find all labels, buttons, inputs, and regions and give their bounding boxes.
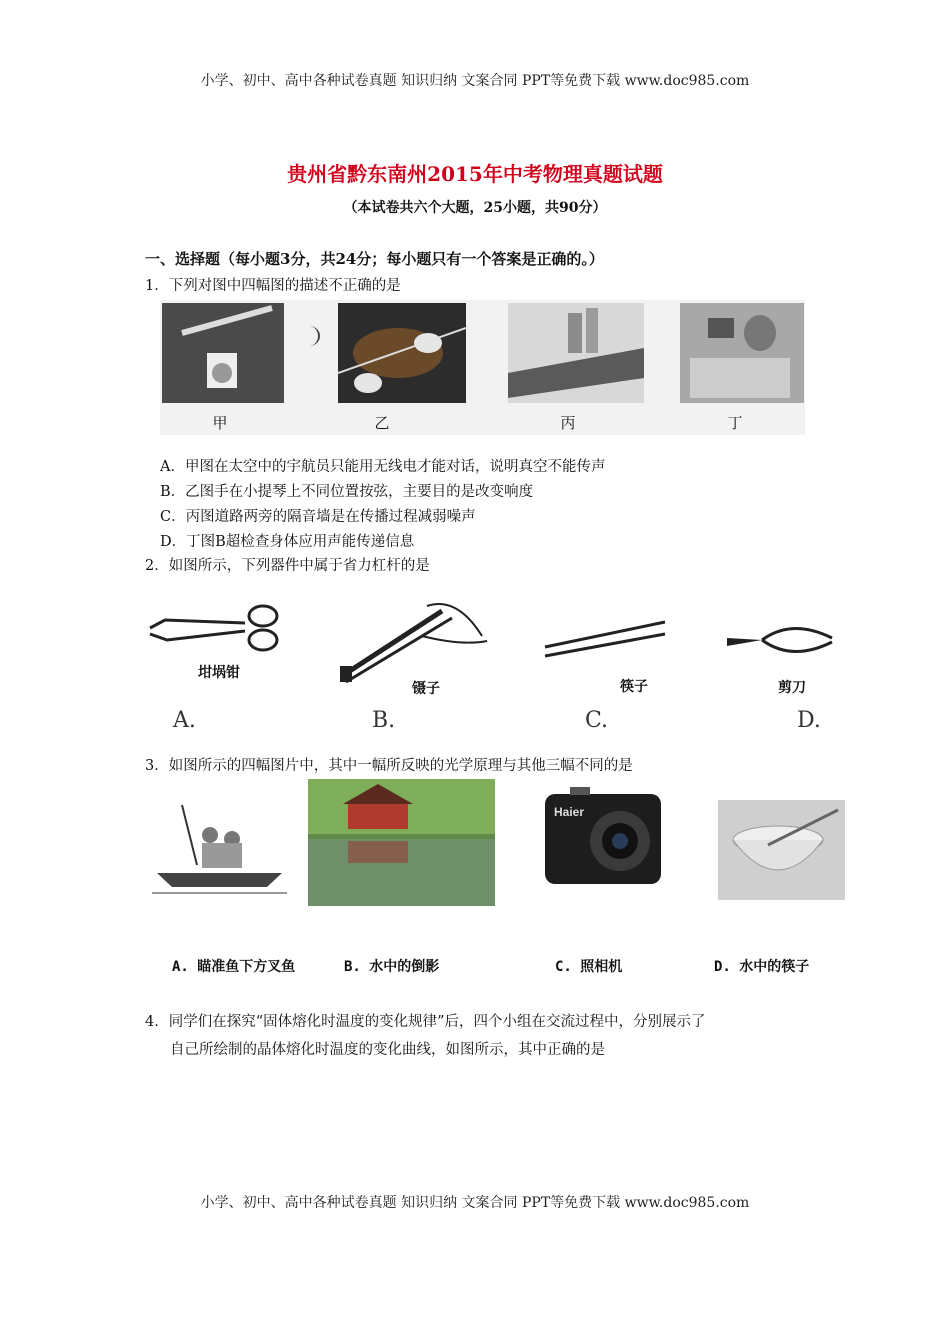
question-1-stem: 1．下列对图中四幅图的描述不正确的是 (145, 278, 401, 294)
caption-yi: 乙 (374, 414, 390, 432)
camera-brand: Haier (554, 805, 585, 819)
label-scissors: 剪刀 (778, 680, 806, 696)
question-2-stem: 2．如图所示，下列器件中属于省力杠杆的是 (145, 558, 430, 574)
q1-option-b: B．乙图手在小提琴上不同位置按弦，主要目的是改变响度 (160, 484, 534, 500)
q2-option-c: C. (585, 708, 609, 733)
caption-bing: 丙 (560, 414, 576, 432)
q2-option-d: D. (797, 708, 821, 733)
page-header: 小学、初中、高中各种试卷真题 知识归纳 文案合同 PPT等免费下载 www.doc985.com (200, 73, 750, 89)
q3-option-a: A. 瞄准鱼下方叉鱼 (172, 959, 296, 975)
sound-barrier-photo (508, 303, 644, 403)
chopsticks-drawing (540, 612, 670, 662)
camera-photo (540, 779, 666, 897)
q1-option-c: C．丙图道路两旁的隔音墙是在传播过程减弱噪声 (160, 509, 476, 525)
question-4-line-2: 自己所绘制的晶体熔化时温度的变化曲线，如图所示，其中正确的是 (170, 1042, 605, 1058)
question-4-line-1: 4．同学们在探究“固体熔化时温度的变化规律”后，四个小组在交流过程中，分别展示了 (145, 1014, 706, 1030)
scissors-drawing (722, 618, 842, 668)
question-1-figure (160, 300, 805, 435)
astronaut-photo (162, 303, 284, 403)
violin-photo (338, 303, 466, 403)
question-3-stem: 3．如图所示的四幅图片中，其中一幅所反映的光学原理与其他三幅不同的是 (145, 758, 633, 774)
label-chopsticks: 筷子 (620, 679, 648, 695)
exam-title: 贵州省黔东南州2015年中考物理真题试题 (287, 162, 663, 186)
q1-option-a: A．甲图在太空中的宇航员只能用无线电才能对话，说明真空不能传声 (160, 459, 606, 475)
page-footer: 小学、初中、高中各种试卷真题 知识归纳 文案合同 PPT等免费下载 www.doc985.com (200, 1195, 750, 1211)
pavilion-reflection-photo (308, 779, 495, 906)
q3-option-b: B. 水中的倒影 (344, 959, 440, 975)
q3-option-c: C. 照相机 (555, 959, 623, 975)
bowl-chopstick-photo (718, 800, 845, 900)
arc-mark (298, 326, 320, 346)
q1-option-d: D．丁图B超检查身体应用声能传递信息 (160, 534, 415, 550)
tweezers-drawing (332, 596, 492, 686)
exam-subtitle: （本试卷共六个大题，25小题，共90分） (343, 200, 607, 216)
q3-option-d: D. 水中的筷子 (714, 959, 810, 975)
label-crucible-tongs: 坩埚钳 (198, 665, 240, 681)
caption-ding: 丁 (727, 414, 743, 432)
fishing-boat-drawing (152, 795, 287, 900)
label-tweezers: 镊子 (412, 681, 440, 697)
crucible-tongs-drawing (145, 598, 295, 658)
section-heading: 一、选择题（每小题3分，共24分；每小题只有一个答案是正确的。） (145, 250, 604, 268)
q2-option-a: A. (173, 708, 196, 733)
ultrasound-photo (680, 303, 804, 403)
caption-jia: 甲 (212, 414, 228, 432)
q2-option-b: B. (372, 708, 396, 733)
